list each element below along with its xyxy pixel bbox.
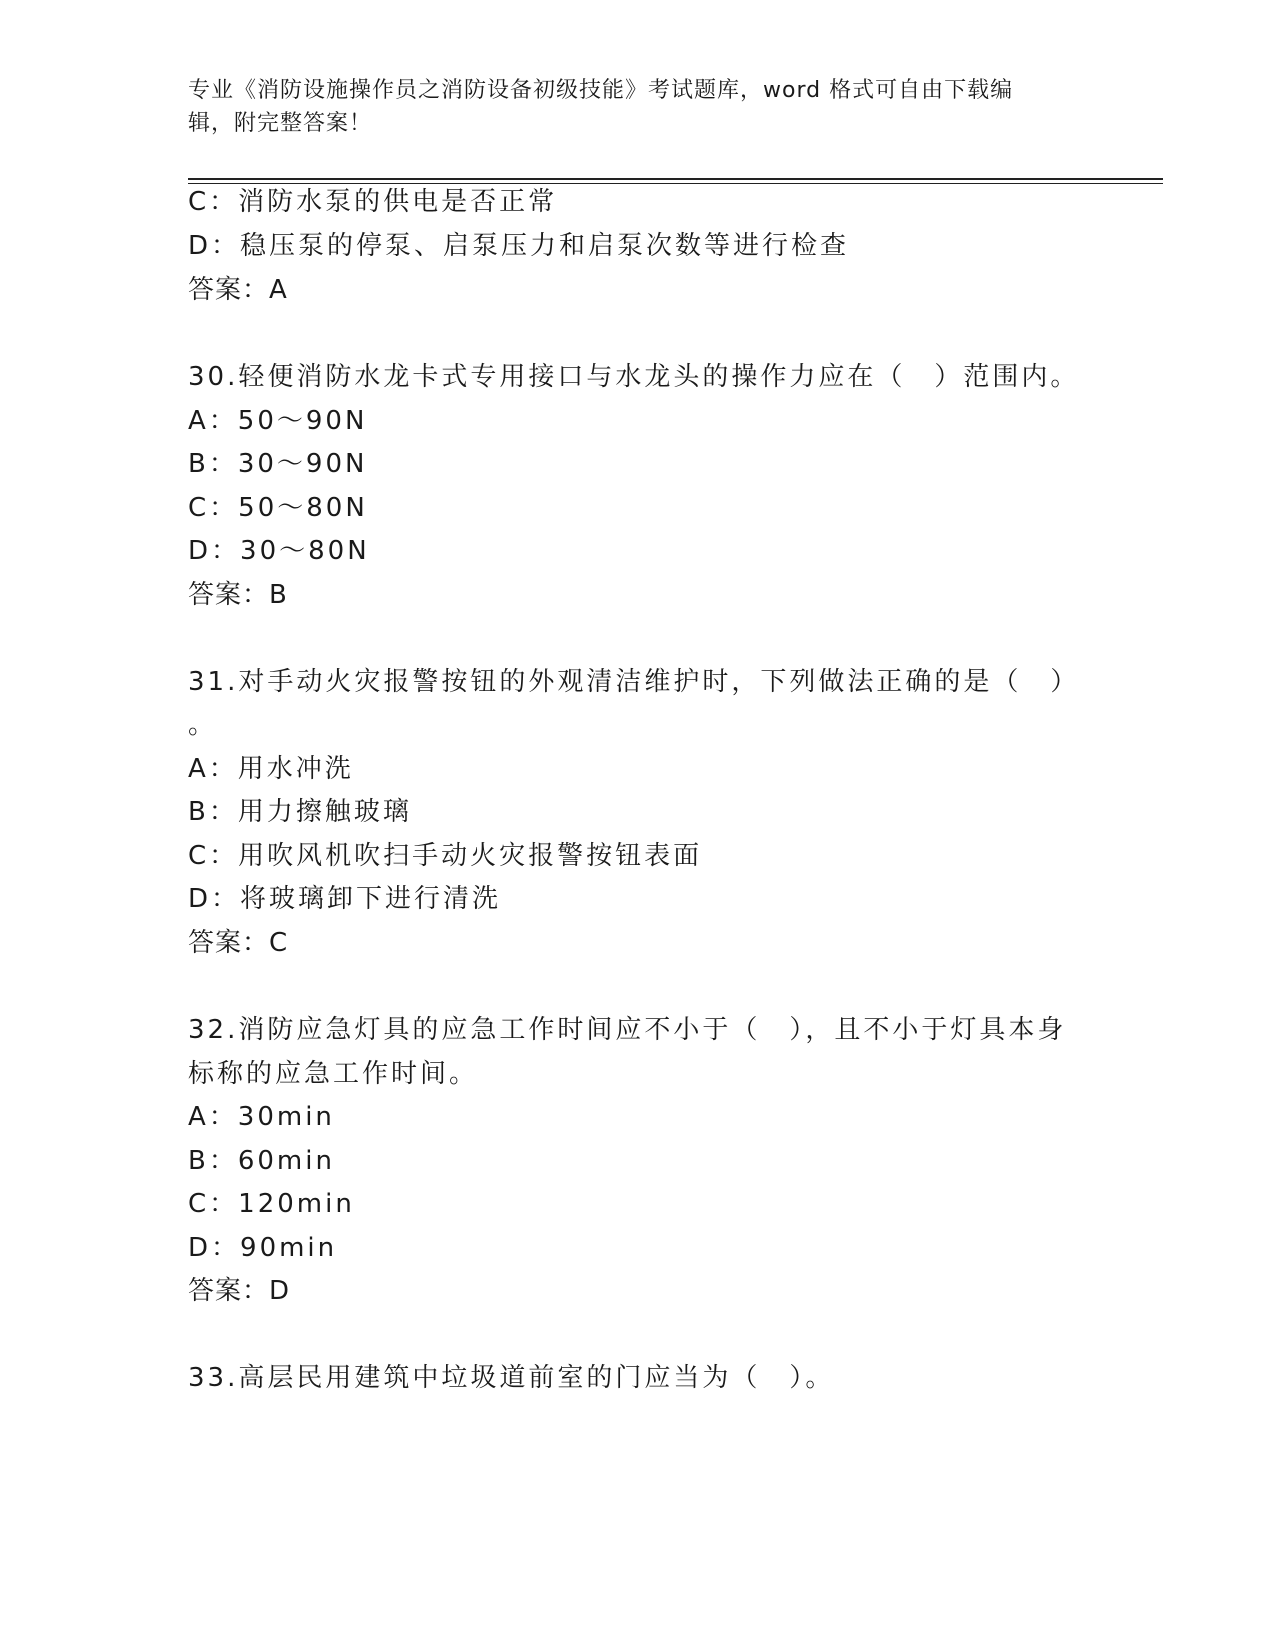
header-line-2: 辑，附完整答案！ <box>188 111 373 136</box>
question-31-stem-line-1: 31.对手动火灾报警按钮的外观清洁维护时，下列做法正确的是（ ） <box>188 667 1080 697</box>
header-line-1: 专业《消防设施操作员之消防设备初级技能》考试题库，word 格式可自由下载编 <box>188 78 1014 103</box>
question-30-stem: 30.轻便消防水龙卡式专用接口与水龙头的操作力应在（ ）范围内。 <box>188 362 1080 392</box>
prev-question-answer: 答案：A <box>188 275 288 305</box>
question-32-option-c: C：120min <box>188 1189 355 1219</box>
question-32-option-d: D：90min <box>188 1233 338 1263</box>
question-31-option-b: B：用力擦触玻璃 <box>188 797 412 827</box>
question-32-stem-line-1: 32.消防应急灯具的应急工作时间应不小于（ ），且不小于灯具本身 <box>188 1015 1067 1045</box>
question-31-option-d: D：将玻璃卸下进行清洗 <box>188 884 502 914</box>
question-30-answer: 答案：B <box>188 580 288 610</box>
prev-question-option-c: C：消防水泵的供电是否正常 <box>188 187 558 217</box>
header-divider-thick <box>188 178 1163 180</box>
question-33-stem: 33.高层民用建筑中垃圾道前室的门应当为（ ）。 <box>188 1363 835 1393</box>
question-32-stem-line-2: 标称的应急工作时间。 <box>188 1059 479 1089</box>
question-30-option-a: A：50～90N <box>188 406 368 436</box>
question-30-option-d: D：30～80N <box>188 536 370 566</box>
question-32-answer: 答案：D <box>188 1276 291 1306</box>
question-31-stem-line-2: 。 <box>188 710 218 740</box>
header-divider-thin <box>188 183 1163 184</box>
question-31-option-a: A：用水冲洗 <box>188 754 354 784</box>
document-header <box>188 74 1068 140</box>
question-30-option-b: B：30～90N <box>188 449 368 479</box>
question-32-option-b: B：60min <box>188 1146 335 1176</box>
prev-question-option-d: D：稳压泵的停泵、启泵压力和启泵次数等进行检查 <box>188 231 850 261</box>
question-30-option-c: C：50～80N <box>188 493 368 523</box>
question-31-option-c: C：用吹风机吹扫手动火灾报警按钮表面 <box>188 841 703 871</box>
question-32-option-a: A：30min <box>188 1102 335 1132</box>
question-31-answer: 答案：C <box>188 928 289 958</box>
